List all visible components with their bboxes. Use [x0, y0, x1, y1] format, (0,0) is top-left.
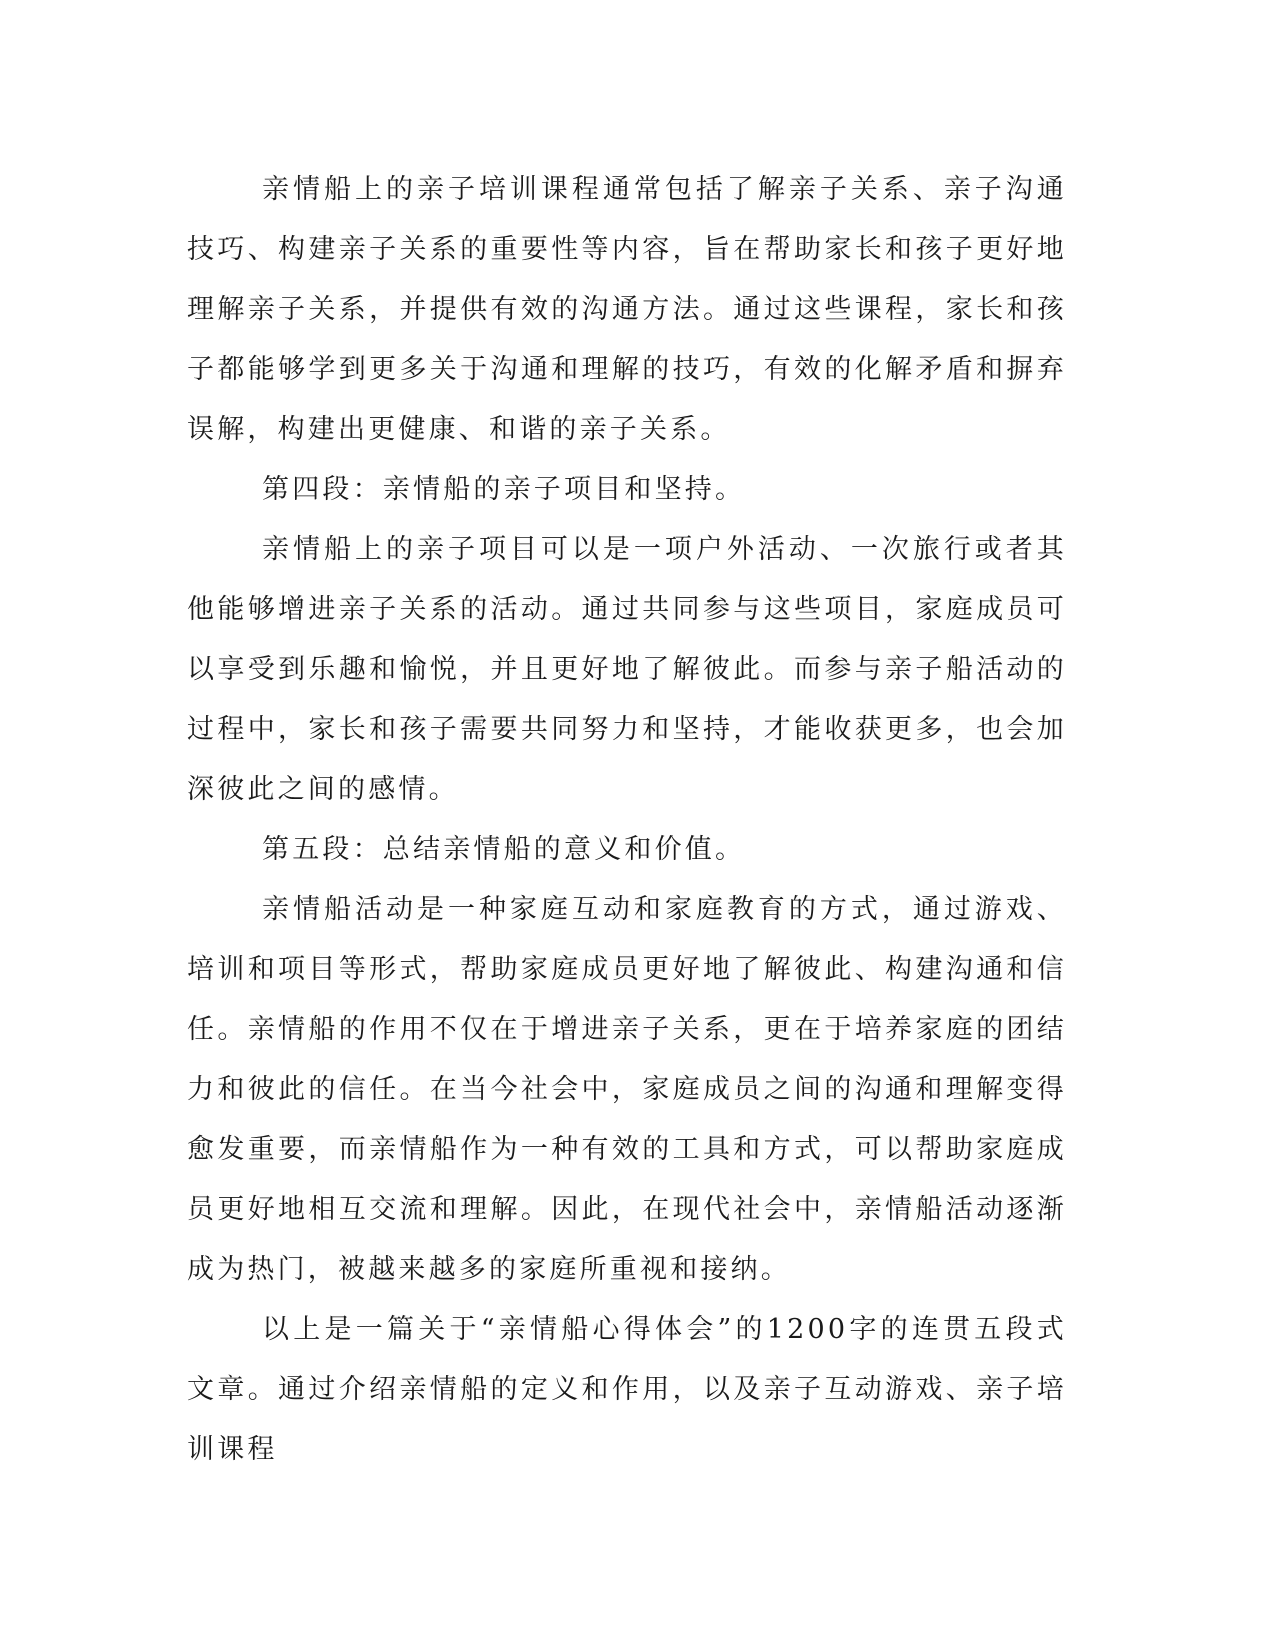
paragraph-parent-child-projects: 亲情船上的亲子项目可以是一项户外活动、一次旅行或者其他能够增进亲子关系的活动。通过共同参与这些项目，家庭成员可以享受到乐趣和愉悦，并且更好地了解彼此。而参与亲子船活动的过程中，家长和孩子需要共同努力和坚持，才能收获更多，也会加深彼此之间的感情。 — [187, 534, 1067, 805]
section-heading-four: 第四段：亲情船的亲子项目和坚持。 — [262, 474, 746, 505]
document-body — [187, 160, 1067, 1480]
paragraph-parent-child-training: 亲情船上的亲子培训课程通常包括了解亲子关系、亲子沟通技巧、构建亲子关系的重要性等内容，旨在帮助家长和孩子更好地理解亲子关系，并提供有效的沟通方法。通过这些课程，家长和孩子都能够学到更多关于沟通和理解的技巧，有效的化解矛盾和摒弃误解，构建出更健康、和谐的亲子关系。 — [187, 174, 1067, 445]
section-heading-five: 第五段：总结亲情船的意义和价值。 — [262, 834, 746, 865]
paragraph-summary-meaning-value: 亲情船活动是一种家庭互动和家庭教育的方式，通过游戏、培训和项目等形式，帮助家庭成员更好地了解彼此、构建沟通和信任。亲情船的作用不仅在于增进亲子关系，更在于培养家庭的团结力和彼此的信任。在当今社会中，家庭成员之间的沟通和理解变得愈发重要，而亲情船作为一种有效的工具和方式，可以帮助家庭成员更好地相互交流和理解。因此，在现代社会中，亲情船活动逐渐成为热门，被越来越多的家庭所重视和接纳。 — [187, 894, 1067, 1285]
paragraph-article-conclusion: 以上是一篇关于“亲情船心得体会”的1200字的连贯五段式文章。通过介绍亲情船的定义和作用，以及亲子互动游戏、亲子培训课程 — [187, 1314, 1067, 1465]
